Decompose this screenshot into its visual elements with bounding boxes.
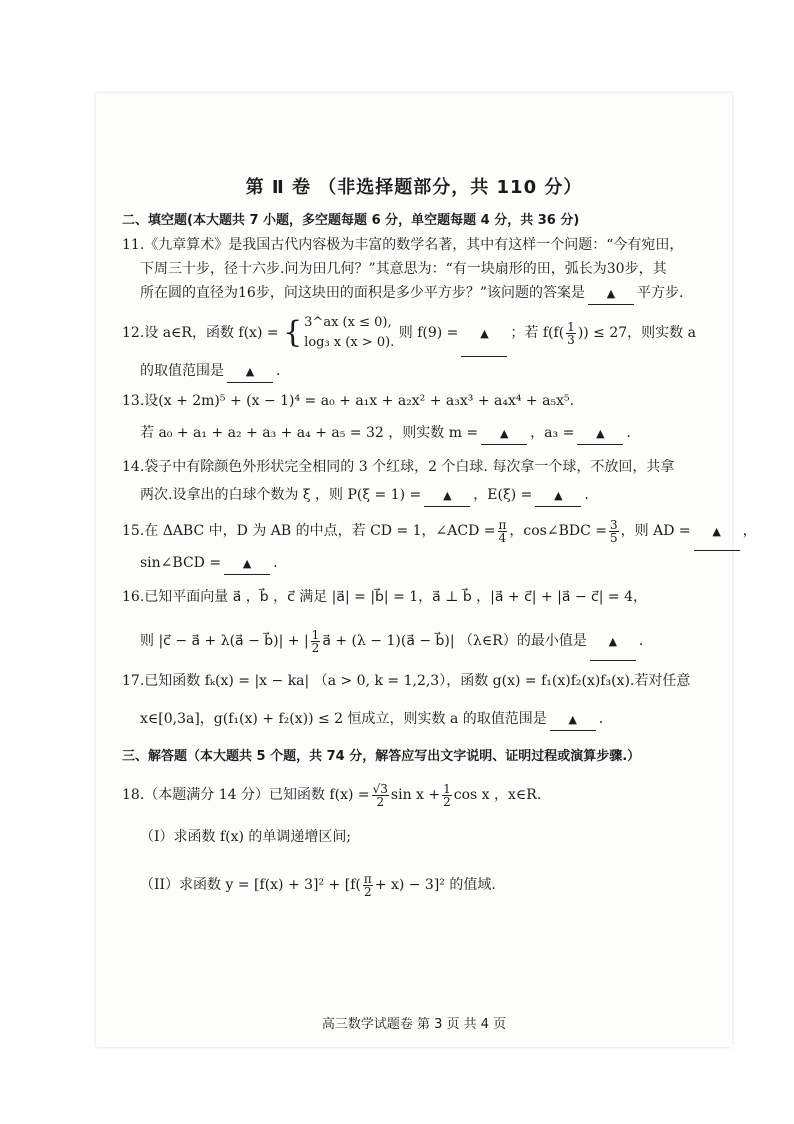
answer-blank-q15a[interactable]: ▲ xyxy=(694,513,740,551)
answer-blank-q13a[interactable]: ▲ xyxy=(481,423,527,445)
q14-line2: 两次.设拿出的白球个数为 ξ ，则 P(ξ = 1) = ▲ ，E(ξ) = ▲ . xyxy=(140,485,589,507)
answer-blank-q15b[interactable]: ▲ xyxy=(224,553,270,575)
q14-line1: 14.袋子中有除颜色外形状完全相同的 3 个红球，2 个白球. 每次拿一个球，不放回，共拿 xyxy=(122,459,675,475)
answer-blank-q13b[interactable]: ▲ xyxy=(577,423,623,445)
fraction-3-over-5: $\frac{3}{5}$ xyxy=(610,517,618,545)
fraction-pi-over-4: $\frac{\pi}{4}$ xyxy=(498,517,507,545)
q12-f9: 则 f(9) = xyxy=(398,325,459,341)
q13-line1: 13.设(x + 2m)⁵ + (x − 1)⁴ = a₀ + a₁x + a₂x² + a₃x³ + a₄x⁴ + a₅x⁵. xyxy=(122,393,575,409)
q11-text: 所在圆的直径为16步，问这块田的面积是多少平方步？”该问题的答案是 xyxy=(140,285,585,301)
q11-line2: 下周三十步，径十六步.问为田几何？”其意思为：“有一块扇形的田，弧长为30步，其 xyxy=(140,261,667,277)
q11-unit: 平方步. xyxy=(636,285,684,301)
q17-line1: 17.已知函数 fₖ(x) = |x − ka| （a > 0, k = 1,2,3），函数 g(x) = f₁(x)f₂(x)f₃(x).若对任意 xyxy=(122,673,691,689)
q12-cond-end: )) ≤ 27，则实数 a xyxy=(577,325,696,341)
q12-stem: 12.设 a∈R，函数 f(x) = xyxy=(122,325,279,341)
section-fill-blank-heading: 二、填空题(本大题共 7 小题，多空题每题 6 分，单空题每题 4 分，共 36 分) xyxy=(122,213,580,228)
exam-page xyxy=(96,93,757,1047)
q18-part1: （I）求函数 f(x) 的单调递增区间; xyxy=(140,829,352,845)
answer-blank-q17[interactable]: ▲ xyxy=(550,709,596,731)
q11-line3 xyxy=(140,283,683,305)
q12-line2: 的取值范围是 ▲ . xyxy=(140,361,280,383)
piecewise-cases xyxy=(304,313,394,353)
q18-part2: （II）求函数 y = [f(x) + 3]² + [f( $\frac{\pi}{2}$ + x) − 3]² 的值域. xyxy=(140,871,496,899)
piecewise-brace: { xyxy=(283,315,303,350)
answer-blank-q12b[interactable]: ▲ xyxy=(227,361,273,383)
answer-blank-q16[interactable]: ▲ xyxy=(590,623,636,661)
answer-blank-q11[interactable]: ▲ xyxy=(588,283,634,305)
case-2: log₃ x (x > 0). xyxy=(304,335,395,350)
case-1: 3^ax (x ≤ 0), xyxy=(304,315,392,330)
answer-blank-q14b[interactable]: ▲ xyxy=(535,485,581,507)
q15-line1: 15.在 ΔABC 中，D 为 AB 的中点，若 CD = 1，∠ACD = $\frac{\pi}{4}$ ，cos∠BDC = $\frac{3}{5}$ ，则 AD = ▲ ， xyxy=(122,513,757,551)
q12-line1 xyxy=(122,311,696,357)
fraction-one-third: $\frac{1}{3}$ xyxy=(567,319,575,347)
fraction-pi-over-2: $\frac{\pi}{2}$ xyxy=(363,871,372,899)
page-title: 第 Ⅱ 卷 （非选择题部分，共 110 分） xyxy=(245,177,583,198)
section-solve-heading: 三、解答题（本大题共 5 个题，共 74 分，解答应写出文字说明、证明过程或演算步骤.） xyxy=(122,749,641,764)
q16-line2: 则 |c⃗ − a⃗ + λ(a⃗ − b⃗)| + | $\frac{1}{2}$ a⃗ + (λ − 1)(a⃗ − b⃗)| （λ∈R）的最小值是 ▲ . xyxy=(140,623,643,661)
page-footer: 高三数学试题卷 第 3 页 共 4 页 xyxy=(321,1017,507,1032)
q13-line2: 若 a₀ + a₁ + a₂ + a₃ + a₄ + a₅ = 32 ，则实数 m = ▲ ，a₃ = ▲ . xyxy=(140,423,631,445)
q18-line1: 18.（本题满分 14 分）已知函数 f(x) = $\frac{√3}{2}$ sin x + $\frac{1}{2}$ cos x ，x∈R. xyxy=(122,781,542,809)
q11-line1: 11.《九章算术》是我国古代内容极为丰富的数学名著，其中有这样一个问题：“今有宛田， xyxy=(122,237,684,253)
q17-line2: x∈[0,3a]，g(f₁(x) + f₂(x)) ≤ 2 恒成立，则实数 a 的取值范围是 ▲ . xyxy=(140,709,603,731)
q15-line2: sin∠BCD = ▲ . xyxy=(140,553,278,575)
fraction-one-half: $\frac{1}{2}$ xyxy=(311,627,320,655)
fraction-sqrt3-over-2: $\frac{√3}{2}$ xyxy=(372,781,388,809)
answer-blank-q12a[interactable]: ▲ xyxy=(461,311,507,357)
answer-blank-q14a[interactable]: ▲ xyxy=(424,485,470,507)
q16-line1: 16.已知平面向量 a⃗ ，b⃗ ，c⃗ 满足 |a⃗| = |b⃗| = 1，a⃗ ⊥ b⃗ ，|a⃗ + c⃗| + |a⃗ − c⃗| = 4， xyxy=(122,589,648,605)
q12-cond: ；若 f(f( xyxy=(510,325,565,341)
fraction-1-over-2: $\frac{1}{2}$ xyxy=(443,781,451,809)
